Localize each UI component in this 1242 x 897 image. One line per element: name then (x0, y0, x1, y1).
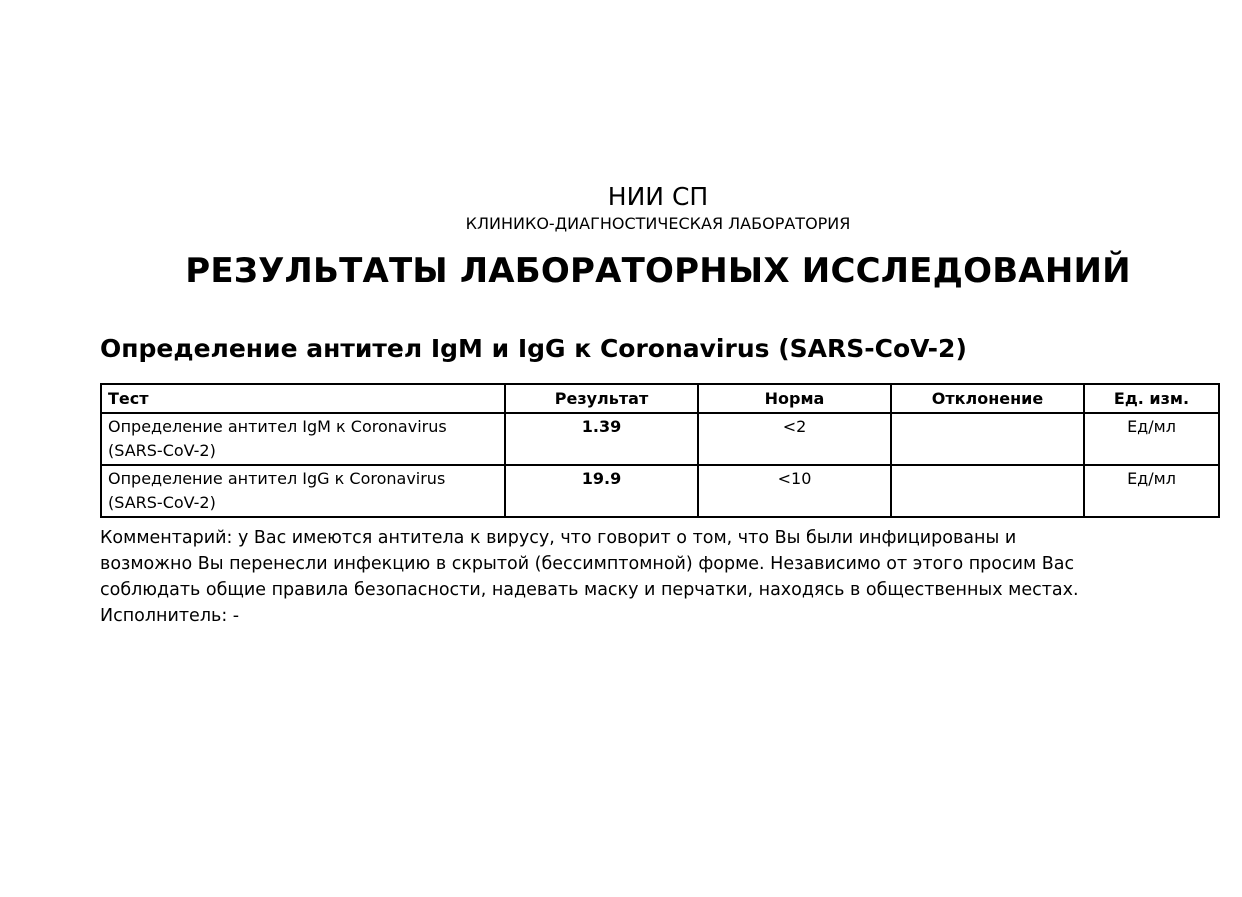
department-name: КЛИНИКО-ДИАГНОСТИЧЕСКАЯ ЛАБОРАТОРИЯ (465, 214, 851, 233)
norm-value: <2 (698, 413, 891, 465)
result-value: 1.39 (505, 413, 698, 465)
unit-value: Ед/мл (1084, 465, 1219, 517)
comment-line: соблюдать общие правила безопасности, надевать маску и перчатки, находясь в общественных местах. (100, 580, 1079, 600)
test-name-line: Определение антител IgM к Coronavirus (108, 417, 447, 436)
document-title: РЕЗУЛЬТАТЫ ЛАБОРАТОРНЫХ ИССЛЕДОВАНИЙ (185, 251, 1131, 291)
norm-value: <10 (698, 465, 891, 517)
test-name-line: Определение антител IgG к Coronavirus (108, 469, 446, 488)
deviation-value (891, 465, 1084, 517)
result-value: 19.9 (505, 465, 698, 517)
test-name-cell (101, 413, 505, 465)
unit-value: Ед/мл (1084, 413, 1219, 465)
deviation-value (891, 413, 1084, 465)
test-name-line: (SARS-CoV-2) (108, 493, 216, 512)
results-table (100, 383, 1220, 518)
test-name-line: (SARS-CoV-2) (108, 441, 216, 460)
comment-line: Комментарий: у Вас имеются антитела к вирусу, что говорит о том, что Вы были инфицированы и (100, 528, 1017, 548)
comment-line: возможно Вы перенесли инфекцию в скрытой (бессимптомной) форме. Независимо от этого просим Вас (100, 554, 1075, 574)
performer-line: Исполнитель: - (100, 606, 240, 626)
section-title: Определение антител IgM и IgG к Coronavirus (SARS-CoV-2) (100, 334, 967, 363)
column-header-result: Результат (505, 384, 698, 413)
column-header-test: Тест (101, 384, 505, 413)
column-header-unit: Ед. изм. (1084, 384, 1219, 413)
table-header-row (101, 384, 1219, 413)
organization-name: НИИ СП (607, 182, 709, 211)
column-header-norm: Норма (698, 384, 891, 413)
table-row (101, 413, 1219, 465)
column-header-deviation: Отклонение (891, 384, 1084, 413)
test-name-cell (101, 465, 505, 517)
comment-paragraph (100, 525, 1220, 603)
table-row (101, 465, 1219, 517)
